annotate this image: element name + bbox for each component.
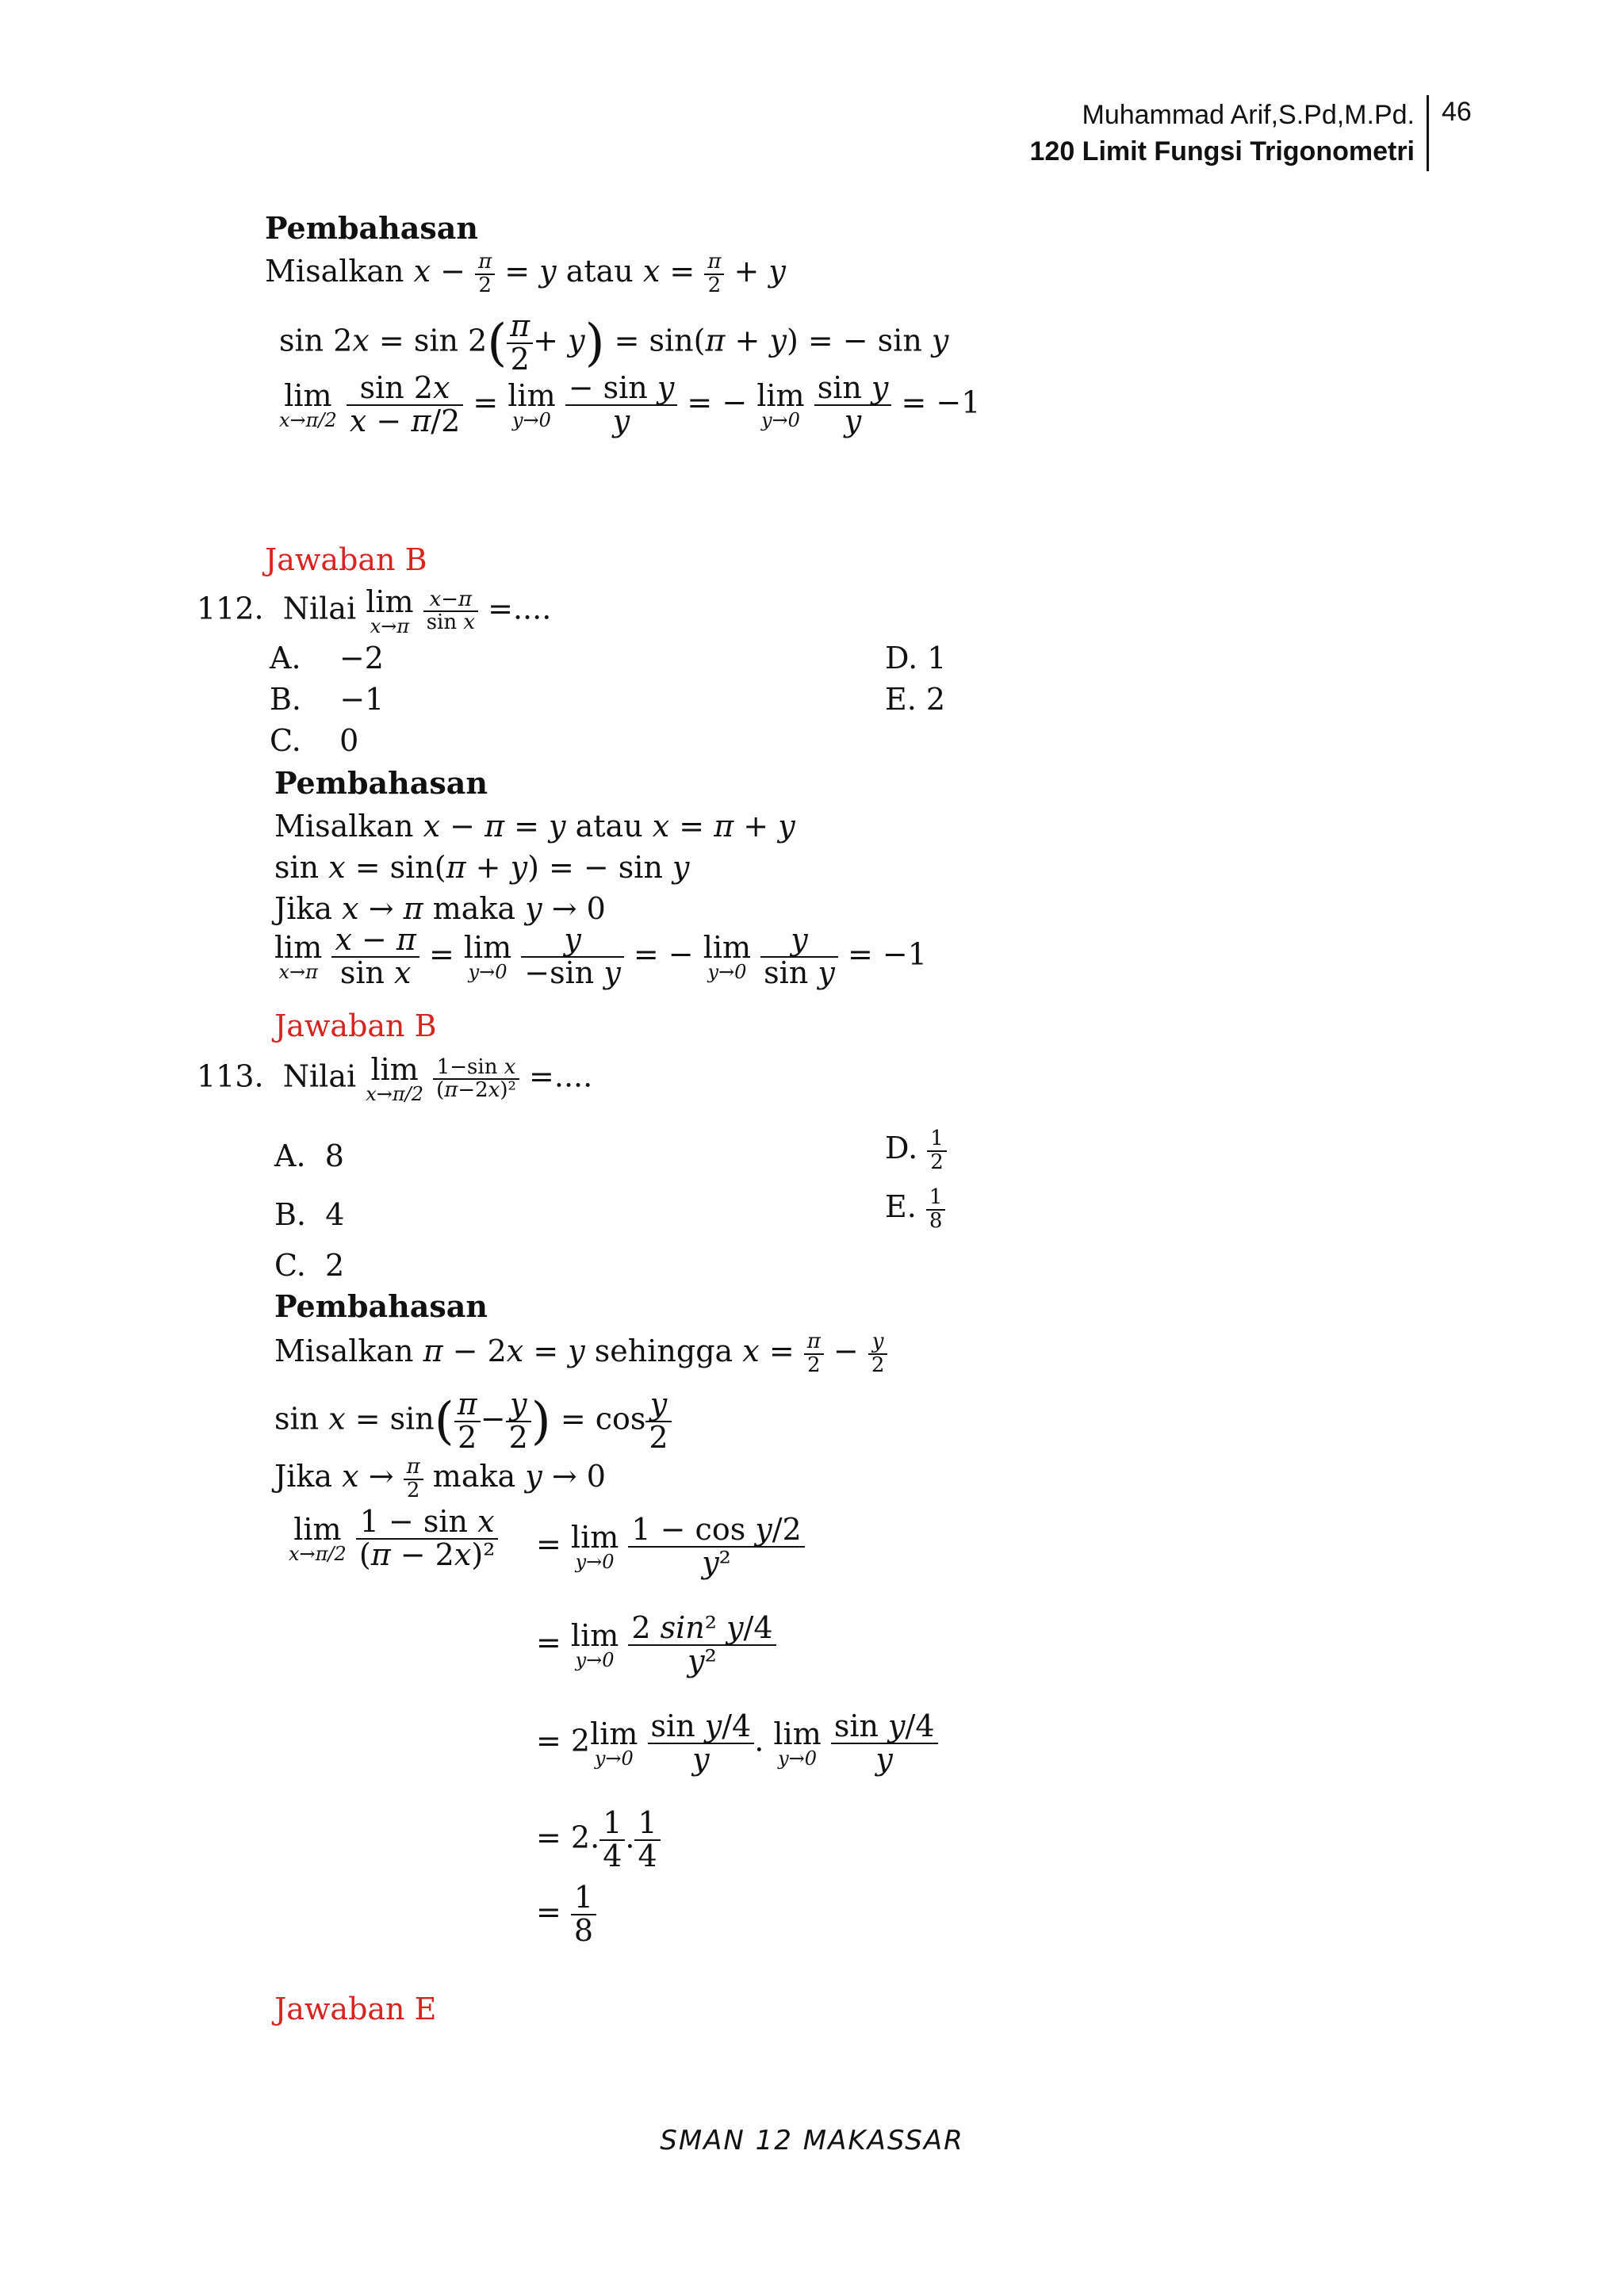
q113-step-4: = 2. $\frac{1}{4}$ . $\frac{1}{4}$ (536, 1808, 661, 1873)
q112-option-e: E. 2 (885, 682, 946, 717)
q112-option-d: D. 1 (885, 641, 947, 675)
misalkan-word: Misalkan (274, 809, 414, 844)
fraction: $\frac{y}{2}$ (645, 1389, 671, 1454)
q113-pembahasan-heading: Pembahasan (274, 1288, 488, 1324)
q112-sinx-identity: sin x = sin(π + y) = − sin y (274, 850, 690, 885)
q113-condition: Jika x → $\frac{\pi}{2}$ maka y → 0 (274, 1455, 606, 1502)
prev-limit-evaluation: lim x→π/2 $\frac{\sin 2x}{x - \pi/2}$ = lim y→0 $\frac{\text{− sin y}}{y}$ = − lim y→0 $\frac{\text{sin y}}{y}$ = −1 (279, 370, 981, 438)
nilai-word: Nilai (282, 591, 357, 626)
lim-operator: lim x→π (274, 929, 323, 983)
fraction: $\frac{1}{4}$ (634, 1808, 660, 1873)
lim-operator: lim y→0 (570, 1617, 619, 1671)
lim-operator: lim y→0 (590, 1716, 638, 1770)
lim-operator: lim y→0 (570, 1519, 619, 1573)
lim-operator: lim x→π/2 (279, 377, 337, 431)
q112-question: 112. Nilai lim x→π $\frac{x-\pi}{\text{sin x}}$ =.... (197, 584, 552, 637)
q112-limit-evaluation: lim x→π $\frac{x - \pi}{\text{sin x}}$ = lim y→0 $\frac{y}{\text{−sin y}}$ = − lim y→0 $\frac{y}{\text{sin y}}$ = −1 (274, 922, 927, 990)
nilai-word: Nilai (282, 1058, 357, 1094)
q113-step-2: = lim y→0 $\frac{\text{2 sin² y/4}}{\text{y²}}$ (536, 1613, 776, 1678)
prev-answer: Jawaban B (265, 542, 427, 577)
jika-word: Jika (274, 1459, 333, 1494)
book-title: 120 Limit Fungsi Trigonometri (1029, 136, 1415, 166)
fraction: $\frac{\pi}{2}$ (404, 1456, 423, 1502)
q112-option-b: B. −1 (270, 682, 385, 717)
lim-operator: lim x→π/2 (366, 1052, 424, 1105)
fraction: $\frac{\pi}{2}$ (704, 251, 724, 297)
prev-sin2x-identity: sin 2x = sin 2( $\frac{\pi}{2}$ + y) = sin(π + y) = − sin y (279, 308, 949, 377)
fraction: $\frac{\pi}{2}$ (454, 1389, 481, 1454)
prev-substitution: Misalkan x − $\frac{\pi}{2}$ = y atau x = $\frac{\pi}{2}$ + y (265, 250, 786, 297)
fraction: $\frac{y}{2}$ (868, 1331, 888, 1376)
question-number: 112. (197, 591, 264, 626)
jika-word: Jika (274, 891, 333, 926)
fraction: $\frac{1}{2}$ (927, 1128, 947, 1173)
question-number: 113. (197, 1058, 264, 1094)
fraction: $\frac{y}{\text{sin y}}$ (760, 924, 838, 989)
fraction: $\frac{\text{sin y}}{y}$ (814, 373, 892, 438)
prev-pembahasan-heading: Pembahasan (265, 210, 479, 246)
q112-answer: Jawaban B (274, 1008, 437, 1043)
fraction: $\frac{\text{2 sin² y/4}}{\text{y²}}$ (628, 1613, 776, 1678)
page-header (1030, 97, 1415, 170)
lim-operator: lim y→0 (703, 929, 752, 983)
fraction: $\frac{x-\pi}{\text{sin x}}$ (423, 589, 478, 634)
fraction: $\frac{y}{\text{−sin y}}$ (521, 924, 624, 989)
fraction: $\frac{\sin 2x}{x - \pi/2}$ (347, 373, 463, 438)
fraction: $\frac{y}{2}$ (506, 1389, 531, 1454)
q113-option-a: A. 8 (274, 1138, 344, 1173)
q113-option-e: E. $\frac{1}{8}$ (885, 1186, 945, 1232)
q113-option-d: D. $\frac{1}{2}$ (885, 1127, 947, 1173)
fraction: $\frac{\text{sin y/4}}{y}$ (648, 1711, 755, 1776)
fraction: $\frac{\pi}{2}$ (507, 311, 533, 376)
lim-operator: lim y→0 (508, 377, 556, 431)
lim-operator: lim x→π/2 (289, 1511, 347, 1565)
q113-substitution: Misalkan π − 2x = y sehingga x = $\frac{\pi}{2}$ − $\frac{y}{2}$ (274, 1330, 887, 1376)
q113-option-b: B. 4 (274, 1197, 345, 1232)
q113-sinx-identity: sin x = sin( $\frac{\pi}{2}$ − $\frac{y}{2}$ ) = cos $\frac{y}{2}$ (274, 1389, 672, 1454)
q113-step-3: = 2lim y→0 $\frac{\text{sin y/4}}{y}$ . lim y→0 $\frac{\text{sin y/4}}{y}$ (536, 1711, 938, 1776)
q113-limit-lhs (289, 1506, 498, 1571)
atau-word: atau (565, 254, 634, 289)
lim-operator: lim y→0 (756, 377, 805, 431)
fraction: $\frac{\text{1 − sin x}}{\text{(π − 2x)²}}$ (356, 1506, 499, 1571)
misalkan-word: Misalkan (274, 1334, 414, 1368)
misalkan-word: Misalkan (265, 254, 404, 289)
fraction: $\frac{\text{1 − cos y/2}}{\text{y²}}$ (628, 1514, 804, 1579)
q112-pembahasan-heading: Pembahasan (274, 765, 488, 801)
maka-word: maka (432, 1459, 516, 1494)
q112-substitution: Misalkan x − π = y atau x = π + y (274, 809, 795, 844)
q112-option-a: A. −2 (270, 641, 384, 675)
fraction: $\frac{1}{8}$ (571, 1882, 596, 1947)
sehingga-word: sehingga (594, 1334, 733, 1368)
q113-answer: Jawaban E (274, 1992, 437, 2026)
lim-operator: lim y→0 (463, 929, 512, 983)
page-number: 46 (1442, 97, 1472, 127)
fraction: $\frac{x - \pi}{\text{sin x}}$ (331, 924, 419, 989)
header-divider (1427, 95, 1429, 171)
q113-step-5: = $\frac{1}{8}$ (536, 1882, 596, 1947)
q113-option-c: C. 2 (274, 1248, 345, 1283)
maka-word: maka (432, 891, 516, 926)
q112-option-c: C. 0 (270, 723, 359, 758)
q113-question: 113. Nilai lim x→π/2 $\frac{\text{1−sin x}}{\text{(π−2x)²}}$ =.... (197, 1052, 593, 1105)
fraction: $\frac{\text{sin y/4}}{y}$ (831, 1711, 938, 1776)
q113-step-1: = lim y→0 $\frac{\text{1 − cos y/2}}{\text{y²}}$ (536, 1514, 805, 1579)
atau-word: atau (575, 809, 643, 844)
page-footer: SMAN 12 MAKASSAR (660, 2125, 964, 2156)
fraction: $\frac{1}{4}$ (599, 1808, 625, 1873)
fraction: $\frac{\text{1−sin x}}{\text{(π−2x)²}}$ (433, 1057, 519, 1102)
author-name: Muhammad Arif,S.Pd,M.Pd. (1082, 100, 1415, 130)
fraction: $\frac{\pi}{2}$ (475, 251, 495, 297)
lim-operator: lim x→π (366, 584, 414, 637)
q112-condition: Jika x → π maka y → 0 (274, 891, 606, 926)
lim-operator: lim y→0 (773, 1716, 822, 1770)
fraction: $\frac{\text{− sin y}}{y}$ (565, 373, 678, 438)
fraction: $\frac{1}{8}$ (926, 1187, 946, 1232)
fraction: $\frac{\pi}{2}$ (804, 1331, 824, 1376)
